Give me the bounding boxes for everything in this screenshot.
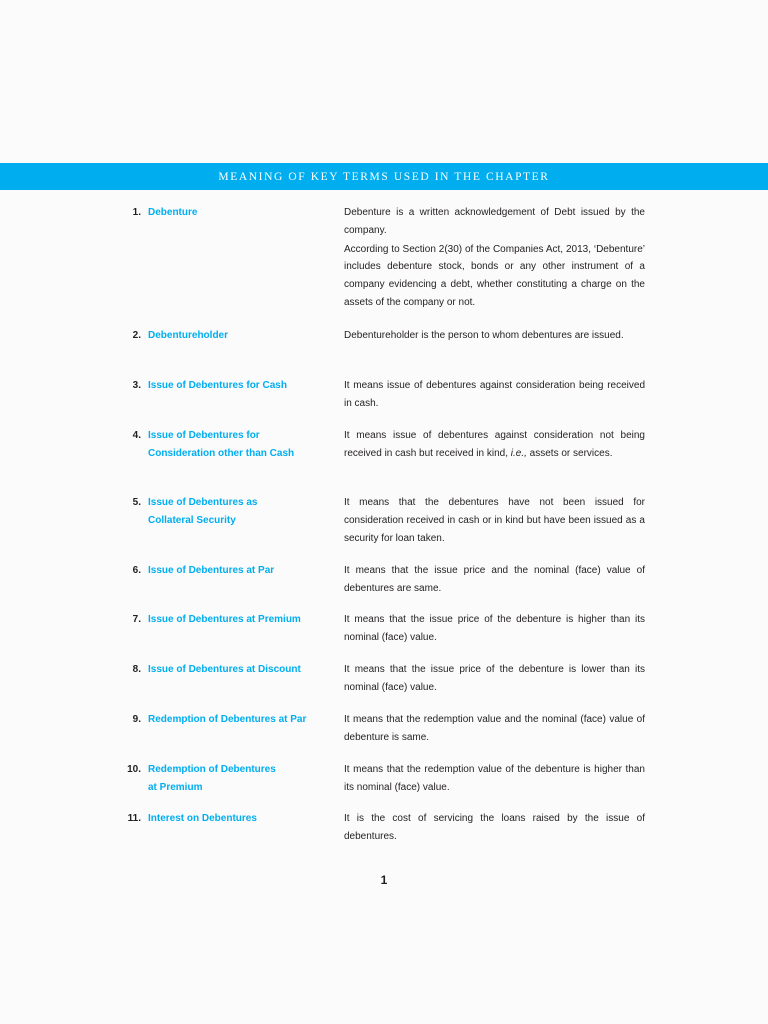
term-name-line: Interest on Debentures <box>148 813 257 824</box>
term-definition <box>344 494 645 547</box>
term-definition <box>344 562 645 598</box>
term-number: 10. <box>127 764 141 775</box>
term-name-line: Issue of Debentures at Premium <box>148 614 301 625</box>
definition-paragraph: According to Section 2(30) of the Companies Act, 2013, ‘Debenture’ includes debenture stock, bonds or any other instrument of a company evidencing a debt, whether constituting a charge on the assets of the company or not. <box>344 243 645 308</box>
term-number: 11. <box>127 813 141 824</box>
term-name <box>148 494 328 530</box>
term-number: 5. <box>132 497 141 508</box>
term-number: 3. <box>132 380 141 391</box>
page-number: 1 <box>380 873 388 887</box>
section-header-banner <box>0 163 768 190</box>
definition-paragraph: It means issue of debentures against consideration not being received in cash but received in kind, i.e., assets or services. <box>344 430 645 459</box>
term-name <box>148 204 328 222</box>
term-name <box>148 327 328 345</box>
definition-paragraph: It means that the redemption value and the nominal (face) value of debenture is same. <box>344 714 645 743</box>
term-number: 6. <box>132 565 141 576</box>
definition-paragraph: It means that the redemption value of the debenture is higher than its nominal (face) value. <box>344 764 645 793</box>
term-name-line: Debentureholder <box>148 330 229 341</box>
section-title: MEANING OF KEY TERMS USED IN THE CHAPTER <box>218 170 550 183</box>
definition-paragraph: Debentureholder is the person to whom debentures are issued. <box>344 330 624 341</box>
term-number: 7. <box>132 614 141 625</box>
definition-paragraph: It means issue of debentures against consideration being received in cash. <box>344 380 645 409</box>
term-number: 1. <box>132 207 141 218</box>
term-name-line: Issue of Debentures for Cash <box>148 380 287 391</box>
term-name-line: Redemption of Debentures at Par <box>148 714 307 725</box>
term-name-line: Debenture <box>148 207 198 218</box>
term-name <box>148 562 328 580</box>
term-name-line: Redemption of Debentures <box>148 764 276 775</box>
term-definition <box>344 661 645 697</box>
term-number: 2. <box>132 330 141 341</box>
definition-paragraph: It is the cost of servicing the loans raised by the issue of debentures. <box>344 813 645 842</box>
term-number: 4. <box>132 430 141 441</box>
term-definition <box>344 711 645 747</box>
term-name-line: Issue of Debentures at Par <box>148 565 275 576</box>
definition-paragraph: Debenture is a written acknowledgement of Debt issued by the company. <box>344 207 645 236</box>
term-name <box>148 810 328 828</box>
term-name-line: Collateral Security <box>148 514 236 526</box>
term-name <box>148 661 328 679</box>
term-definition <box>344 427 645 463</box>
term-definition <box>344 327 645 345</box>
term-name <box>148 427 328 463</box>
term-name <box>148 611 328 629</box>
definition-paragraph: It means that the issue price of the debenture is higher than its nominal (face) value. <box>344 614 645 643</box>
definition-paragraph: It means that the issue price and the nominal (face) value of debentures are same. <box>344 565 645 594</box>
term-number: 9. <box>132 714 141 725</box>
term-name-line: Issue of Debentures for <box>148 430 260 441</box>
term-name-line: Issue of Debentures as <box>148 497 258 508</box>
term-name-line: Consideration other than Cash <box>148 447 295 459</box>
term-name-line: Issue of Debentures at Discount <box>148 664 301 675</box>
definition-paragraph: It means that the issue price of the debenture is lower than its nominal (face) value. <box>344 664 645 693</box>
term-name <box>148 377 328 395</box>
term-name-line: at Premium <box>148 781 203 793</box>
term-name <box>148 711 328 729</box>
term-definition <box>344 761 645 797</box>
term-name <box>148 761 328 797</box>
term-definition <box>344 377 645 413</box>
term-definition <box>344 204 645 312</box>
term-definition <box>344 810 645 846</box>
term-definition <box>344 611 645 647</box>
definition-paragraph: It means that the debentures have not been issued for consideration received in cash or in kind but have been issued as a security for loan taken. <box>344 497 645 544</box>
term-number: 8. <box>132 664 141 675</box>
